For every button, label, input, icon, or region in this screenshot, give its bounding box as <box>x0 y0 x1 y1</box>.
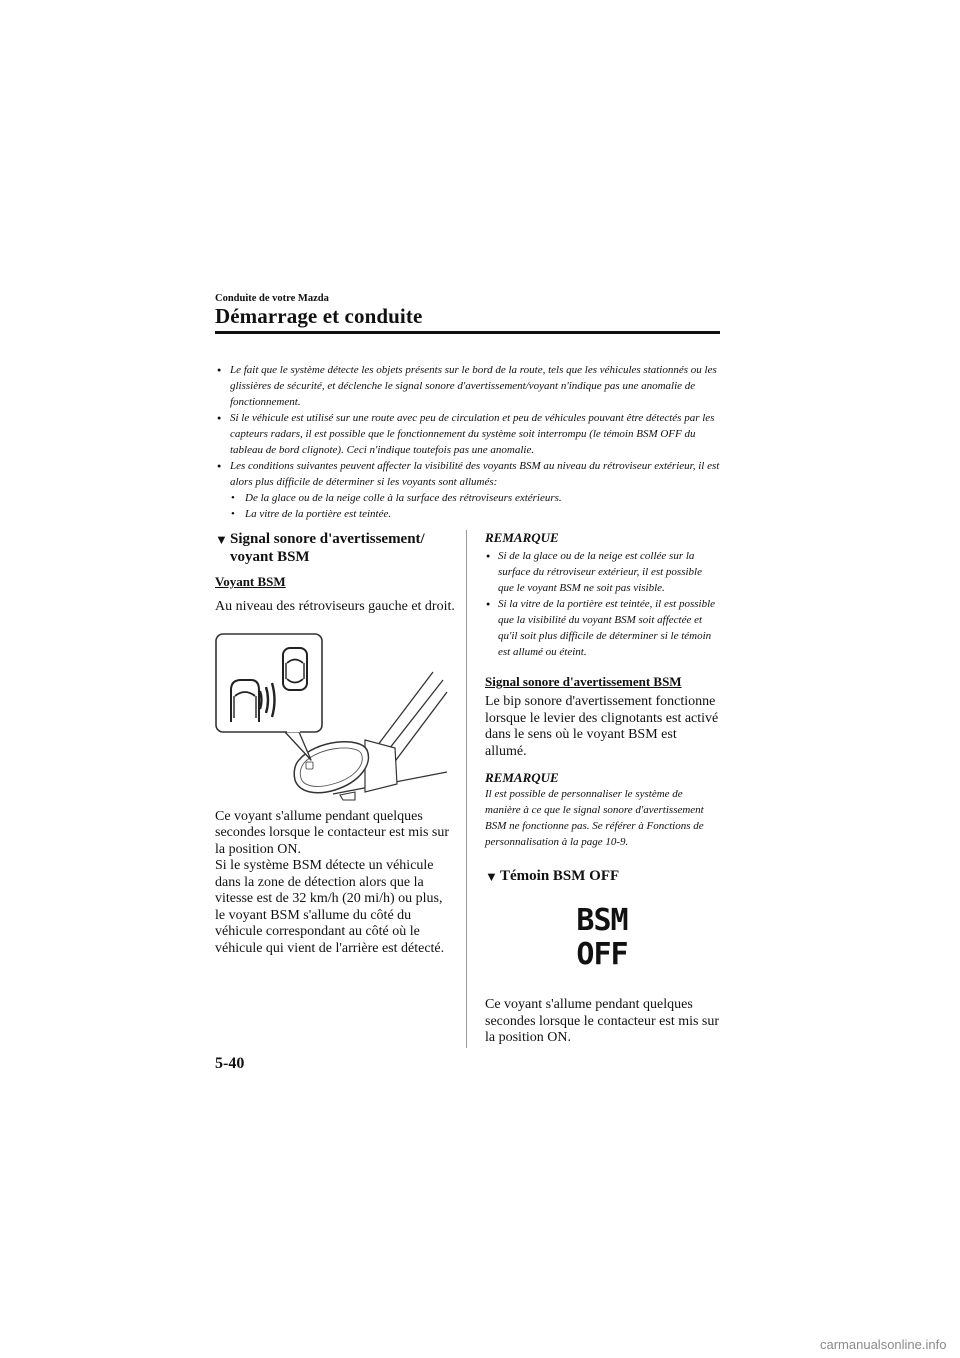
triangle-marker-icon: ▼ <box>215 532 228 547</box>
off-text: Ce voyant s'allume pendant quelques secondes lorsque le contacteur est mis sur la position ON. <box>485 997 720 1045</box>
note-bullet-1: ● Le fait que le système détecte les objets présents sur le bord de la route, tels que les véhicules stationnés ou les glissières de sécurité, et déclenche le signal sonore d'avertissement/voyant n'indique pas une anomalie de fonctionnement. <box>215 362 720 410</box>
mirror-illustration-svg <box>215 632 455 807</box>
watermark: carmanualsonline.info <box>820 1337 947 1352</box>
section-heading-text: Signal sonore d'avertissement/ voyant BSM <box>230 531 425 565</box>
subheading-sound: Signal sonore d'avertissement BSM <box>485 674 682 689</box>
bsm-icon-line-1: BSM <box>576 903 628 938</box>
note-bullet-2: ● Si le véhicule est utilisé sur une route avec peu de circulation et peu de véhicules pouvant être détectés par les capteurs radars, il est possible que le fonctionnement du système soit interrompu (le témoin BSM OFF du tableau de bord clignote). Ceci n'indique toutefois pas une anomalie. <box>215 410 720 458</box>
note-sub-bullet-2: • La vitre de la portière est teintée. <box>215 506 720 522</box>
section-heading-off-text: Témoin BSM OFF <box>500 868 620 884</box>
bsm-off-icon-svg <box>569 902 635 968</box>
top-notes <box>215 362 720 522</box>
intro-text: Au niveau des rétroviseurs gauche et droit. <box>215 599 455 614</box>
section-heading-bsm-off <box>485 867 720 885</box>
para-bsm-detect: Si le système BSM détecte un véhicule dans la zone de détection alors que la vitesse est de 32 km/h (20 mi/h) ou plus, le voyant BSM s'allume du côté du véhicule correspondant au côté où le véhicule qui vient de l'arrière est détecté. <box>215 858 445 956</box>
subheading-voyant-bsm: Voyant BSM <box>215 574 286 589</box>
remarque-bullet-2: ● Si la vitre de la portière est teintée, il est possible que la visibilité du voyant BSM soit affectée et qu'il soit plus difficile de déterminer si le témoin est allumé ou éteint. <box>485 596 720 660</box>
column-divider <box>466 530 467 1048</box>
page-number: 5-40 <box>215 1055 245 1072</box>
para-voyant-on: Ce voyant s'allume pendant quelques secondes lorsque le contacteur est mis sur la position ON. <box>215 808 450 857</box>
remarque-heading-1: REMARQUE <box>485 530 559 545</box>
bsm-icon-line-2: OFF <box>576 937 628 968</box>
page-title: Démarrage et conduite <box>215 304 423 328</box>
remarque-heading-2: REMARQUE <box>485 770 559 785</box>
triangle-marker-icon: ▼ <box>485 869 498 884</box>
remarque-list-1 <box>485 548 720 660</box>
remarque-bullet-1: ● Si de la glace ou de la neige est collée sur la surface du rétroviseur extérieur, il est possible que le voyant BSM ne soit pas visible. <box>485 548 720 596</box>
mirror-illustration <box>215 632 455 812</box>
note-sub-bullet-1: • De la glace ou de la neige colle à la surface des rétroviseurs extérieurs. <box>215 490 720 506</box>
note-bullet-3: ● Les conditions suivantes peuvent affecter la visibilité des voyants BSM au niveau du rétroviseur extérieur, il est alors plus difficile de déterminer si les voyants sont allumés: <box>215 458 720 490</box>
remarque-text-2: Il est possible de personnaliser le système de manière à ce que le signal sonore d'avertissement BSM ne fonctionne pas. Se référer à Fonctions de personnalisation à la page 10-9. <box>485 788 704 848</box>
bsm-off-icon <box>569 902 635 973</box>
section-heading-warning <box>215 530 455 566</box>
chapter-label: Conduite de votre Mazda <box>215 293 329 304</box>
title-rule <box>215 331 720 334</box>
sound-text: Le bip sonore d'avertissement fonctionne lorsque le levier des clignotants est activé dans le sens où le voyant BSM est allumé. <box>485 694 719 759</box>
